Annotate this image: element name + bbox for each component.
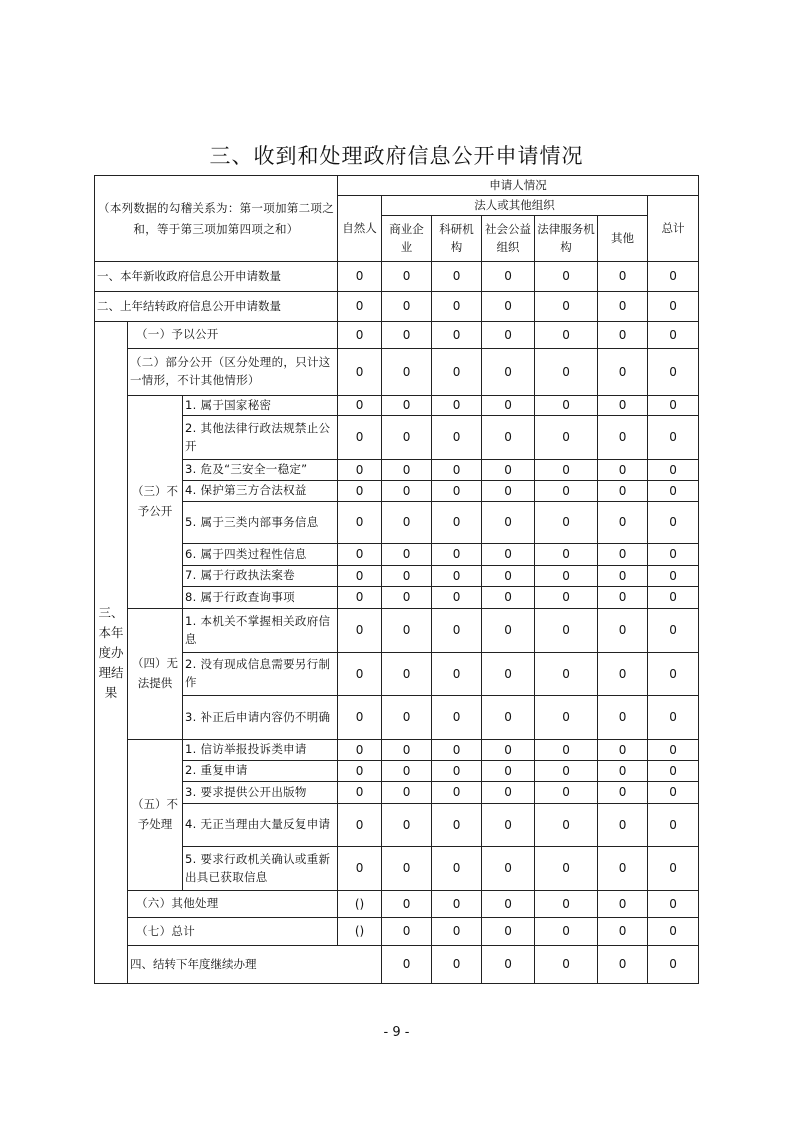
cell: 0: [382, 653, 432, 696]
cell: 0: [598, 502, 648, 544]
row-label: 5. 要求行政机关确认或重新出具已获取信息: [183, 847, 338, 891]
group-label-3c: （三）不予公开: [128, 396, 183, 609]
cell: 0: [648, 460, 699, 481]
table-row: [95, 918, 699, 946]
cell: 0: [648, 396, 699, 416]
cell: 0: [598, 481, 648, 502]
cell: 0: [648, 946, 699, 984]
cell: 0: [432, 460, 482, 481]
cell: 0: [535, 587, 598, 609]
cell: 0: [338, 587, 382, 609]
cell: 0: [648, 782, 699, 804]
cell: 0: [535, 460, 598, 481]
group-label-3e: （五）不予处理: [128, 740, 183, 891]
table-row: [95, 292, 699, 322]
cell: 0: [648, 804, 699, 847]
cell: 0: [535, 761, 598, 782]
cell: 0: [382, 416, 432, 460]
cell: 0: [535, 804, 598, 847]
cell: 0: [432, 847, 482, 891]
row-label: 6. 属于四类过程性信息: [183, 544, 338, 566]
cell: 0: [648, 740, 699, 761]
cell: 0: [338, 262, 382, 292]
cell: 0: [382, 349, 432, 396]
cell: 0: [535, 696, 598, 740]
cell: 0: [648, 416, 699, 460]
cell: 0: [482, 609, 535, 653]
cell: 0: [482, 292, 535, 322]
cell: 0: [598, 292, 648, 322]
cell: 0: [598, 782, 648, 804]
cell: 0: [648, 847, 699, 891]
table-row: [95, 587, 699, 609]
cell: 0: [432, 891, 482, 918]
row-label: （六）其他处理: [128, 891, 338, 918]
cell: 0: [482, 740, 535, 761]
cell: 0: [535, 609, 598, 653]
cell: 0: [598, 891, 648, 918]
cell: 0: [648, 587, 699, 609]
cell: 0: [482, 262, 535, 292]
cell: 0: [648, 349, 699, 396]
cell: 0: [432, 782, 482, 804]
cell: 0: [648, 502, 699, 544]
page-number: - 9 -: [383, 1025, 410, 1040]
cell: 0: [432, 696, 482, 740]
cell: 0: [432, 761, 482, 782]
corner-note: （本列数据的勾稽关系为：第一项加第二项之和，等于第三项加第四项之和）: [95, 176, 338, 262]
cell: 0: [382, 740, 432, 761]
cell: 0: [382, 544, 432, 566]
cell: 0: [432, 918, 482, 946]
table-row: [95, 761, 699, 782]
table-row: [95, 804, 699, 847]
cell: 0: [535, 502, 598, 544]
cell: 0: [338, 847, 382, 891]
page-title: 三、收到和处理政府信息公开申请情况: [209, 144, 584, 168]
cell: 0: [535, 782, 598, 804]
cell: 0: [598, 609, 648, 653]
cell: 0: [432, 566, 482, 587]
cell: 0: [482, 481, 535, 502]
table-row: [95, 653, 699, 696]
cell: 0: [432, 609, 482, 653]
cell: 0: [382, 502, 432, 544]
cell: 0: [382, 696, 432, 740]
cell: 0: [648, 322, 699, 349]
table-row: [95, 847, 699, 891]
row-label: 4. 保护第三方合法权益: [183, 481, 338, 502]
cell: 0: [598, 416, 648, 460]
cell: 0: [482, 544, 535, 566]
cell: 0: [482, 891, 535, 918]
group-label-3d: （四）无法提供: [128, 609, 183, 740]
cell: 0: [598, 653, 648, 696]
header-social-welfare: 社会公益组织: [482, 216, 535, 262]
cell: 0: [598, 396, 648, 416]
cell: 0: [648, 292, 699, 322]
cell: 0: [482, 566, 535, 587]
cell: 0: [382, 460, 432, 481]
cell: 0: [382, 262, 432, 292]
group-label-3: 三、本年度办理结果: [95, 322, 128, 984]
cell: 0: [338, 544, 382, 566]
row-label: 5. 属于三类内部事务信息: [183, 502, 338, 544]
cell: 0: [382, 587, 432, 609]
cell: 0: [598, 804, 648, 847]
row-label: 8. 属于行政查询事项: [183, 587, 338, 609]
cell: 0: [382, 891, 432, 918]
cell: 0: [482, 502, 535, 544]
cell: 0: [432, 804, 482, 847]
header-natural-person: 自然人: [338, 196, 382, 262]
cell: 0: [338, 292, 382, 322]
row-label: 2. 没有现成信息需要另行制作: [183, 653, 338, 696]
cell: (): [338, 918, 382, 946]
cell: 0: [338, 740, 382, 761]
row-label: 3. 要求提供公开出版物: [183, 782, 338, 804]
cell: 0: [382, 396, 432, 416]
cell: 0: [598, 322, 648, 349]
table-row: [95, 349, 699, 396]
table-row: [95, 566, 699, 587]
cell: 0: [535, 481, 598, 502]
cell: 0: [482, 946, 535, 984]
cell: 0: [598, 696, 648, 740]
cell: 0: [535, 322, 598, 349]
cell: 0: [382, 609, 432, 653]
cell: 0: [338, 322, 382, 349]
table-row: [95, 544, 699, 566]
cell: 0: [648, 696, 699, 740]
cell: 0: [535, 416, 598, 460]
table-row: [95, 322, 699, 349]
cell: 0: [482, 782, 535, 804]
cell: 0: [648, 891, 699, 918]
cell: 0: [382, 292, 432, 322]
cell: 0: [432, 740, 482, 761]
cell: 0: [598, 460, 648, 481]
cell: 0: [382, 782, 432, 804]
cell: 0: [598, 349, 648, 396]
cell: 0: [535, 847, 598, 891]
table-row: [95, 696, 699, 740]
cell: 0: [382, 481, 432, 502]
cell: 0: [338, 502, 382, 544]
cell: 0: [338, 396, 382, 416]
cell: 0: [648, 262, 699, 292]
header-legal-org: 法人或其他组织: [382, 196, 648, 216]
info-request-table: [94, 175, 699, 984]
cell: 0: [338, 416, 382, 460]
cell: 0: [598, 740, 648, 761]
row-label: 7. 属于行政执法案卷: [183, 566, 338, 587]
cell: 0: [432, 587, 482, 609]
cell: 0: [482, 416, 535, 460]
cell: 0: [432, 653, 482, 696]
cell: 0: [482, 847, 535, 891]
cell: 0: [598, 918, 648, 946]
header-commercial: 商业企业: [382, 216, 432, 262]
table-row: [95, 782, 699, 804]
row-label: 2. 其他法律行政法规禁止公开: [183, 416, 338, 460]
cell: 0: [432, 416, 482, 460]
cell: 0: [382, 847, 432, 891]
row-label: 4. 无正当理由大量反复申请: [183, 804, 338, 847]
row-label: （一）予以公开: [128, 322, 338, 349]
cell: 0: [432, 481, 482, 502]
cell: 0: [648, 566, 699, 587]
row-label: 2. 重复申请: [183, 761, 338, 782]
row-label: 四、结转下年度继续办理: [128, 946, 382, 984]
row-label: 1. 信访举报投诉类申请: [183, 740, 338, 761]
row-label: （七）总计: [128, 918, 338, 946]
header-total: 总计: [648, 196, 699, 262]
cell: 0: [382, 804, 432, 847]
cell: 0: [535, 292, 598, 322]
cell: 0: [482, 322, 535, 349]
table-row: [95, 946, 699, 984]
row-label: 一、本年新收政府信息公开申请数量: [95, 262, 338, 292]
cell: 0: [482, 918, 535, 946]
header-legal-service: 法律服务机构: [535, 216, 598, 262]
cell: 0: [338, 761, 382, 782]
cell: 0: [432, 396, 482, 416]
cell: 0: [432, 502, 482, 544]
cell: 0: [338, 609, 382, 653]
cell: 0: [648, 761, 699, 782]
table-row: [95, 740, 699, 761]
cell: 0: [432, 292, 482, 322]
header-research: 科研机构: [432, 216, 482, 262]
table-row: [95, 416, 699, 460]
cell: 0: [482, 349, 535, 396]
cell: 0: [338, 696, 382, 740]
cell: 0: [648, 544, 699, 566]
cell: 0: [382, 322, 432, 349]
cell: 0: [338, 481, 382, 502]
cell: 0: [598, 761, 648, 782]
cell: 0: [382, 566, 432, 587]
row-label: 3. 危及“三安全一稳定”: [183, 460, 338, 481]
cell: 0: [482, 696, 535, 740]
cell: 0: [432, 544, 482, 566]
cell: 0: [432, 946, 482, 984]
cell: 0: [648, 653, 699, 696]
cell: 0: [382, 761, 432, 782]
header-applicant: 申请人情况: [338, 176, 699, 196]
header-other: 其他: [598, 216, 648, 262]
cell: 0: [432, 349, 482, 396]
cell: 0: [338, 349, 382, 396]
cell: 0: [535, 918, 598, 946]
cell: 0: [382, 946, 432, 984]
cell: 0: [482, 396, 535, 416]
cell: 0: [535, 566, 598, 587]
cell: 0: [338, 460, 382, 481]
cell: 0: [598, 587, 648, 609]
cell: 0: [432, 322, 482, 349]
cell: 0: [535, 653, 598, 696]
cell: 0: [648, 609, 699, 653]
row-label: 3. 补正后申请内容仍不明确: [183, 696, 338, 740]
cell: 0: [535, 349, 598, 396]
row-label: 二、上年结转政府信息公开申请数量: [95, 292, 338, 322]
cell: 0: [382, 918, 432, 946]
row-label: 1. 属于国家秘密: [183, 396, 338, 416]
cell: 0: [535, 544, 598, 566]
cell: 0: [482, 587, 535, 609]
cell: 0: [535, 946, 598, 984]
cell: 0: [432, 262, 482, 292]
table-row: [95, 481, 699, 502]
cell: 0: [482, 761, 535, 782]
table-row: [95, 891, 699, 918]
cell: 0: [338, 804, 382, 847]
table-row: [95, 502, 699, 544]
cell: 0: [482, 460, 535, 481]
cell: 0: [598, 566, 648, 587]
cell: 0: [338, 566, 382, 587]
cell: 0: [338, 782, 382, 804]
cell: 0: [535, 891, 598, 918]
row-label: （二）部分公开（区分处理的，只计这一情形，不计其他情形）: [128, 349, 338, 396]
cell: 0: [535, 396, 598, 416]
table-row: [95, 609, 699, 653]
cell: 0: [648, 481, 699, 502]
cell: 0: [535, 740, 598, 761]
cell: 0: [598, 946, 648, 984]
row-label: 1. 本机关不掌握相关政府信息: [183, 609, 338, 653]
cell: 0: [482, 804, 535, 847]
cell: 0: [598, 544, 648, 566]
cell: 0: [535, 262, 598, 292]
cell: 0: [598, 847, 648, 891]
cell: 0: [648, 918, 699, 946]
table-row: [95, 460, 699, 481]
cell: 0: [598, 262, 648, 292]
cell: (): [338, 891, 382, 918]
cell: 0: [482, 653, 535, 696]
table-row: [95, 396, 699, 416]
table-row: [95, 262, 699, 292]
cell: 0: [338, 653, 382, 696]
